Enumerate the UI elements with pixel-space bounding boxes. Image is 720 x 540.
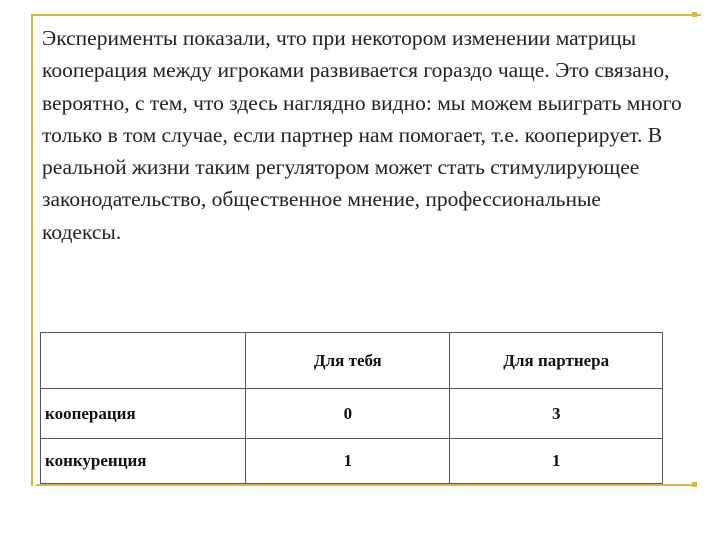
cell-competition-partner: 1 xyxy=(450,439,663,484)
header-cell-for-you: Для тебя xyxy=(246,333,450,389)
cell-cooperation-partner: 3 xyxy=(450,389,663,439)
payoff-matrix-table xyxy=(40,332,663,484)
row-label-cooperation: кооперация xyxy=(41,389,246,439)
table-row xyxy=(41,389,663,439)
header-cell-for-partner: Для партнера xyxy=(450,333,663,389)
body-paragraph: Эксперименты показали, что при некотором изменении матрицы кооперация между игроками развивается гораздо чаще. Это связано, вероятно, с тем, что здесь наглядно видно: мы можем выиграть много только в том случае, если партнер нам помогает, т.е. кооперирует. В реальной жизни таким регулятором может стать стимулирующее законодательство, общественное мнение, профессиональные кодексы. xyxy=(42,26,682,244)
row-label-competition: конкуренция xyxy=(41,439,246,484)
table-row xyxy=(41,439,663,484)
frame-top-line xyxy=(31,14,701,16)
cell-competition-you: 1 xyxy=(246,439,450,484)
cell-cooperation-you: 0 xyxy=(246,389,450,439)
frame-left-line xyxy=(31,14,33,486)
frame-corner-bottom-right xyxy=(692,482,697,487)
table-header-row xyxy=(41,333,663,389)
frame-bottom-line xyxy=(36,484,695,486)
header-cell-empty xyxy=(41,333,246,389)
frame-corner-top-right xyxy=(692,12,697,17)
